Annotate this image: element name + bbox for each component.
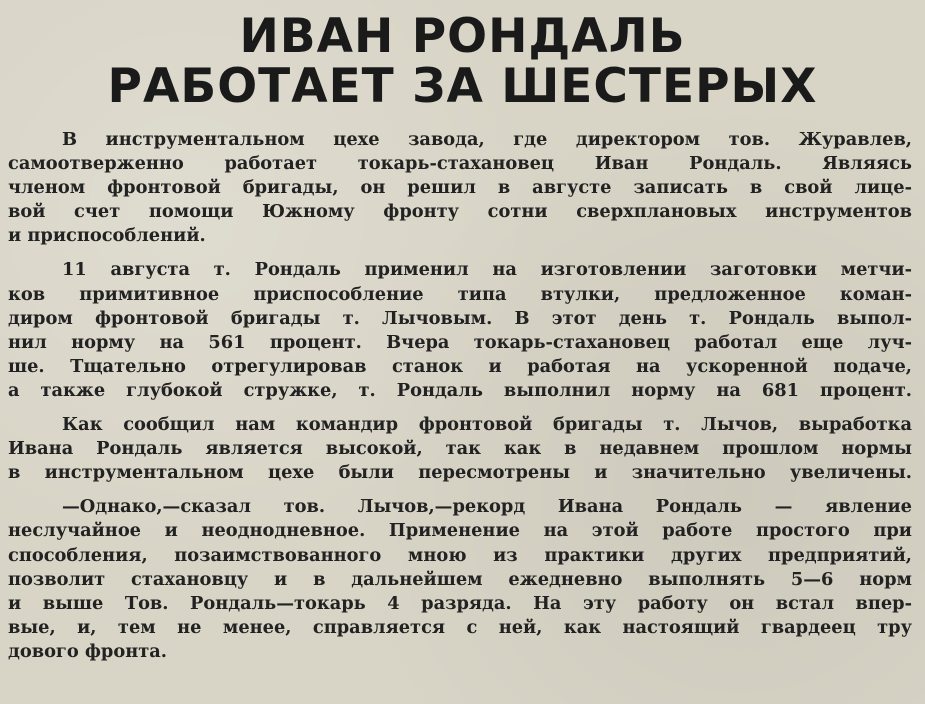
text-line: —Однако,—сказал тов. Лычов,—рекорд Ивана Рондаль — явление xyxy=(62,496,912,518)
headline-line-1: ИВАН РОНДАЛЬ xyxy=(239,9,686,64)
text-line: ков примитивное приспособление типа втулки, предложенное коман- xyxy=(8,283,912,305)
text-line: способления, позаимствованного мною из практики других предприятий, xyxy=(8,544,912,566)
text-line: самоотверженно работает токарь-стахановец Иван Рондаль. Являясь xyxy=(8,153,912,175)
text-line: вые, и, тем не менее, справляется с ней, как настоящий гвардеец тру xyxy=(8,616,912,638)
text-line: и выше Тов. Рондаль—токарь 4 разряда. На эту работу он встал впер- xyxy=(8,592,912,614)
text-line: Как сообщил нам командир фронтовой бригады т. Лычов, выработка xyxy=(62,414,912,436)
text-line: нил норму на 561 процент. Вчера токарь-стахановец работал еще луч- xyxy=(8,331,912,353)
text-line: неслучайное и неоднодневное. Применение на этой работе простого при xyxy=(8,520,912,542)
text-line: вой счет помощи Южному фронту сотни сверхплановых инструментов xyxy=(8,201,912,223)
text-line: дового фронта. xyxy=(8,640,167,662)
text-line: членом фронтовой бригады, он решил в августе записать в свой лице- xyxy=(8,177,912,199)
text-line: позволит стахановцу и в дальнейшем ежедневно выполнять 5—6 норм xyxy=(8,568,912,590)
text-line: В инструментальном цехе завода, где директором тов. Журавлев, xyxy=(62,129,912,150)
text-line: в инструментальном цехе были пересмотрены и значительно увеличены. xyxy=(8,462,912,484)
article-body xyxy=(8,128,912,664)
paragraph-4 xyxy=(8,495,912,664)
headline-line-2: РАБОТАЕТ ЗА ШЕСТЕРЫХ xyxy=(107,59,818,114)
text-line: ше. Тщательно отрегулировав станок и работая на ускоренной подаче, xyxy=(8,355,912,377)
paragraph-1 xyxy=(8,128,912,248)
text-line: Ивана Рондаль является высокой, так как в недавнем прошлом нормы xyxy=(8,438,912,460)
text-line: 11 августа т. Рондаль применил на изготовлении заготовки метчи- xyxy=(62,259,912,281)
text-line: диром фронтовой бригады т. Лычовым. В этот день т. Рондаль выпол- xyxy=(8,307,912,329)
text-line: а также глубокой стружке, т. Рондаль выполнил норму на 681 процент. xyxy=(8,379,912,401)
text-line: и приспособлений. xyxy=(8,225,206,247)
paragraph-3 xyxy=(8,413,912,485)
paragraph-2 xyxy=(8,258,912,403)
